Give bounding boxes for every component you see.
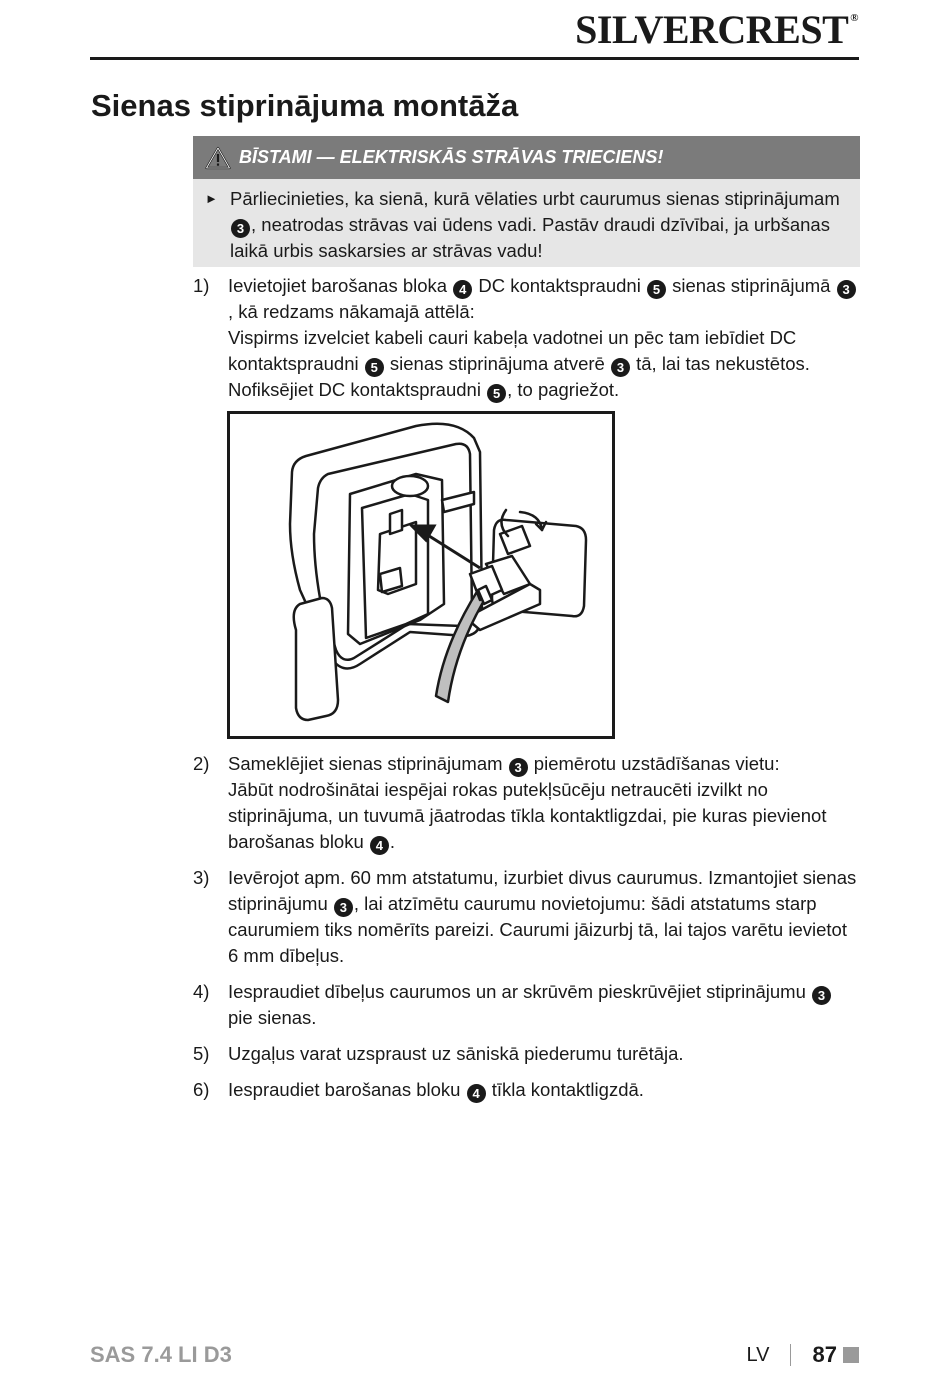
ref-badge: 4 — [453, 280, 472, 299]
warning-triangle-icon — [205, 146, 231, 170]
step-text: Iespraudiet dībeļus caurumos un ar skrūvēm pieskrūvējiet stiprinājumu 3 pie sienas. — [228, 979, 860, 1031]
ref-badge: 5 — [487, 384, 506, 403]
page-number: 87 — [812, 1342, 837, 1367]
step-number: 6) — [193, 1079, 210, 1100]
step-text: Uzgaļus varat uzspraust uz sāniskā piederumu turētāja. — [228, 1043, 684, 1064]
ref-badge: 3 — [509, 758, 528, 777]
registered-mark: ® — [850, 12, 858, 24]
step-text: Ievietojiet barošanas bloka 4 DC kontaktspraudni 5 sienas stiprinājumā 3, kā redzams nākamajā attēlā: Vispirms izvelciet kabeli cauri kabeļa vadotnei un pēc tam iebīdiet DC kontaktspraudni 5 sienas stiprinājuma atverē 3 tā, lai tas nekustētos. Nofiksējiet DC kontaktspraudni 5 , to pagriežot. — [228, 273, 860, 403]
step-item — [193, 751, 860, 855]
warning-box — [193, 136, 860, 267]
header-rule — [90, 57, 859, 60]
page-marker-square — [843, 1347, 859, 1363]
footer-model: SAS 7.4 LI D3 — [90, 1342, 232, 1367]
step-number: 5) — [193, 1043, 210, 1064]
ref-badge: 3 — [231, 219, 250, 238]
warning-title: BĪSTAMI — ELEKTRISKĀS STRĀVAS TRIECIENS! — [239, 147, 664, 167]
ref-badge: 3 — [611, 358, 630, 377]
step-item — [193, 1077, 860, 1103]
step-text: Ievērojot apm. 60 mm atstatumu, izurbiet divus caurumus. Izmantojiet sienas stiprinājumu 3 , lai atzīmētu caurumu novietojumu: šādi atstatums starp caurumiem tiks nomērīts pareizi. Caurumi jāizurbj tā, lai tajos varētu ievietot 6 mm dībeļus. — [228, 867, 857, 966]
step-text: Iespraudiet barošanas bloku 4 tīkla kontaktligzdā. — [228, 1079, 644, 1101]
footer-divider — [790, 1344, 791, 1366]
ref-badge: 5 — [365, 358, 384, 377]
warning-header — [193, 136, 860, 179]
wall-mount-drawing — [230, 414, 612, 736]
warning-body — [193, 179, 860, 267]
steps-list-top — [193, 273, 860, 413]
ref-badge: 5 — [647, 280, 666, 299]
footer-pagination — [747, 1342, 859, 1368]
bullet-arrow: ► — [205, 191, 218, 206]
step-text: Sameklējiet sienas stiprinājumam 3 piemērotu uzstādīšanas vietu: Jābūt nodrošinātai iespējai rokas putekļsūcēju netraucēti izvilkt no stiprinājuma, un tuvumā jāatrodas tīkla kontaktligzdai, pie kuras pievienot barošanas bloku 4 . — [228, 753, 827, 853]
warning-text: Pārliecinieties, ka sienā, kurā vēlaties urbt caurumus sienas stiprinājumam 3 , neatrodas strāvas vai ūdens vadi. Pastāv draudi dzīvībai, ja urbšanas laikā urbis saskarsies ar strāvas vadu! — [230, 188, 840, 261]
step-item — [193, 979, 860, 1031]
step-number: 2) — [193, 753, 210, 774]
ref-badge: 4 — [467, 1084, 486, 1103]
ref-badge: 3 — [812, 986, 831, 1005]
step-item — [193, 273, 860, 403]
step-number: 4) — [193, 981, 210, 1002]
page-title: Sienas stiprinājuma montāža — [91, 88, 519, 123]
brand-logo — [575, 6, 858, 53]
step-item — [193, 865, 860, 969]
step-item — [193, 1041, 860, 1067]
step-number: 1) — [193, 275, 210, 296]
ref-badge: 3 — [837, 280, 856, 299]
mounting-illustration — [227, 411, 615, 739]
step-number: 3) — [193, 867, 210, 888]
brand-name: SILVERCREST — [575, 7, 849, 52]
footer-language: LV — [746, 1343, 770, 1366]
steps-list-bottom — [193, 751, 860, 1113]
ref-badge: 4 — [370, 836, 389, 855]
ref-badge: 3 — [334, 898, 353, 917]
